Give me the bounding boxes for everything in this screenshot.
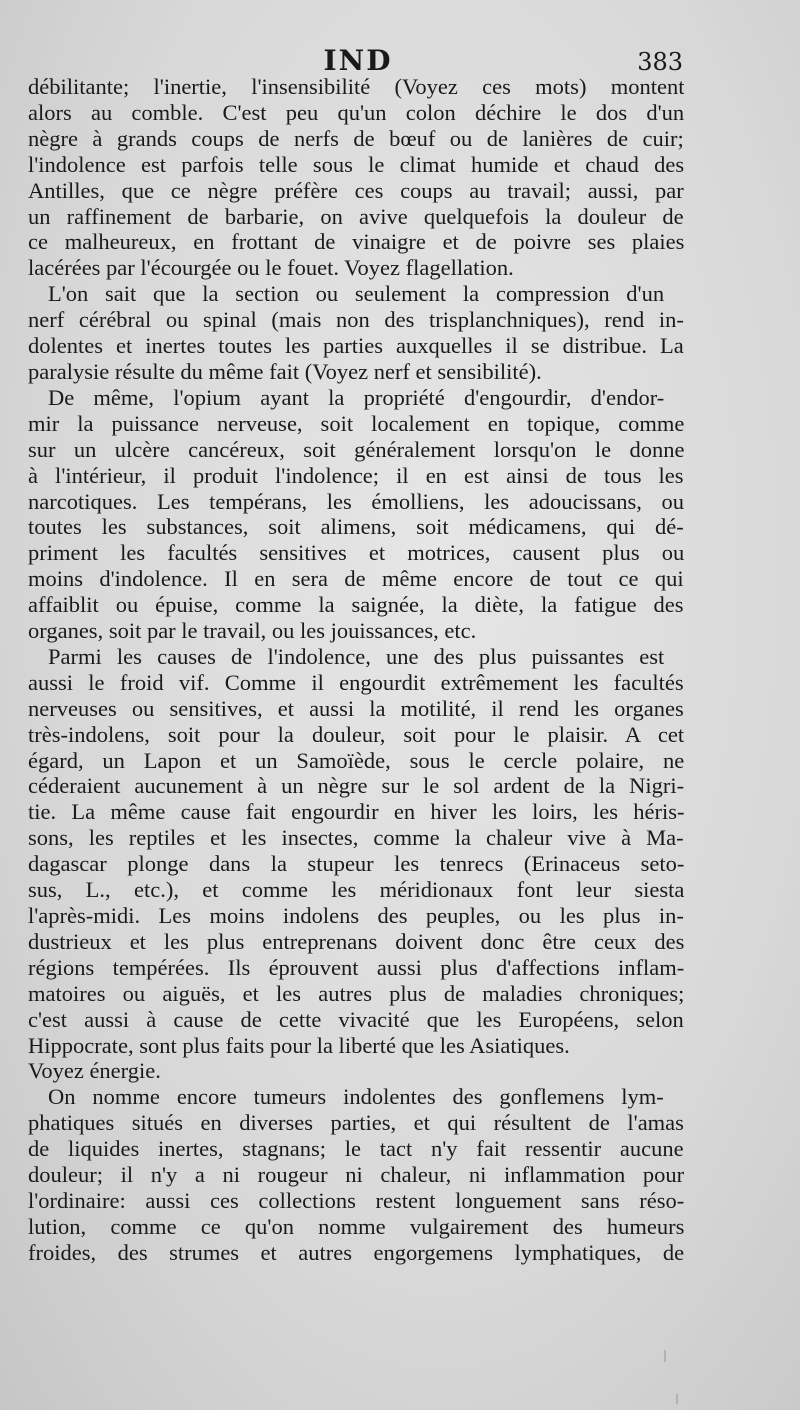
text-line: priment les facultés sensitives et motrices, causent plus ou: [28, 540, 684, 566]
text-line: mir la puissance nerveuse, soit localement en topique, comme: [28, 410, 684, 436]
text-line: douleur; il n'y a ni rougeur ni chaleur, ni inflammation pour: [28, 1162, 684, 1188]
page-number: 383: [637, 48, 683, 76]
text-line: débilitante; l'inertie, l'insensibilité (Voyez ces mots) montent: [28, 74, 684, 99]
text-line: céderaient aucunement à un nègre sur le sol ardent de la Nigri-: [28, 773, 684, 799]
text-line: alors au comble. C'est peu qu'un colon déchire le dos d'un: [28, 99, 684, 125]
text-line: de liquides inertes, stagnans; le tact n'y fait ressentir aucune: [28, 1136, 684, 1162]
text-line: froides, des strumes et autres engorgemens lymphatiques, de: [28, 1239, 684, 1265]
text-line: phatiques situés en diverses parties, et qui résultent de l'amas: [28, 1110, 684, 1136]
text-line: sur un ulcère cancéreux, soit généralement lorsqu'on le donne: [28, 436, 684, 462]
scan-blemish: [676, 1394, 678, 1404]
text-line: Parmi les causes de l'indolence, une des plus puissantes est: [48, 643, 665, 669]
text-line: sus, L., etc.), et comme les méridionaux font leur siesta: [28, 877, 684, 903]
text-line: toutes les substances, soit alimens, soit médicamens, qui dé-: [28, 514, 684, 540]
text-line: matoires ou aiguës, et les autres plus de maladies chroniques;: [28, 980, 684, 1006]
text-line: affaiblit ou épuise, comme la saignée, la diète, la fatigue des: [28, 592, 684, 618]
text-line: moins d'indolence. Il en sera de même encore de tout ce qui: [28, 566, 684, 592]
text-line: très-indolens, soit pour la douleur, soit pour le plaisir. A cet: [28, 721, 684, 747]
text-line: égard, un Lapon et un Samoïède, sous le cercle polaire, ne: [28, 747, 684, 773]
text-line: à l'intérieur, il produit l'indolence; il en est ainsi de tous les: [28, 462, 684, 488]
text-line: l'indolence est parfois telle sous le climat humide et chaud des: [28, 151, 684, 177]
text-line: sons, les reptiles et les insectes, comme la chaleur vive à Ma-: [28, 825, 684, 851]
text-line: c'est aussi à cause de cette vivacité que les Européens, selon: [28, 1006, 684, 1032]
text-line: Hippocrate, sont plus faits pour la liberté que les Asiatiques.: [28, 1032, 570, 1058]
text-line: dolentes et inertes toutes les parties auxquelles il se distribue. La: [28, 333, 684, 359]
text-line: nègre à grands coups de nerfs de bœuf ou de lanières de cuir;: [28, 125, 684, 151]
text-line: tie. La même cause fait engourdir en hiver les loirs, les héris-: [28, 799, 684, 825]
text-line: l'après-midi. Les moins indolens des peuples, ou les plus in-: [28, 903, 684, 928]
text-line: lution, comme ce qu'on nomme vulgairement des humeurs: [28, 1213, 684, 1239]
text-line: aussi le froid vif. Comme il engourdit extrêmement les facultés: [28, 669, 684, 695]
text-line: nerveuses ou sensitives, et aussi la motilité, il rend les organes: [28, 695, 684, 721]
text-line: Antilles, que ce nègre préfère ces coups au travail; aussi, par: [28, 177, 684, 203]
running-title: IND: [323, 44, 393, 77]
text-line: ce malheureux, en frottant de vinaigre et de poivre ses plaies: [28, 229, 684, 255]
text-line: Voyez énergie.: [28, 1058, 161, 1084]
text-line: L'on sait que la section ou seulement la compression d'un: [48, 281, 665, 307]
text-line: nerf cérébral ou spinal (mais non des trisplanchniques), rend in-: [28, 307, 684, 333]
text-line: organes, soit par le travail, ou les jouissances, etc.: [28, 618, 477, 644]
text-line: On nomme encore tumeurs indolentes des gonflemens lym-: [48, 1084, 664, 1110]
text-line: l'ordinaire: aussi ces collections restent longuement sans réso-: [28, 1187, 684, 1213]
text-line: dustrieux et les plus entreprenans doivent donc être ceux des: [28, 928, 684, 954]
text-line: régions tempérées. Ils éprouvent aussi plus d'affections inflam-: [28, 954, 684, 980]
text-line: dagascar plonge dans la stupeur les tenrecs (Erinaceus seto-: [28, 851, 684, 877]
text-line: De même, l'opium ayant la propriété d'engourdir, d'endor-: [48, 384, 665, 410]
text-line: paralysie résulte du même fait (Voyez nerf et sensibilité).: [28, 358, 542, 384]
text-line: lacérées par l'écourgée ou le fouet. Voyez flagellation.: [28, 255, 514, 281]
body-text: [28, 74, 684, 1266]
scan-blemish: [664, 1350, 666, 1362]
text-line: narcotiques. Les tempérans, les émolliens, les adoucissans, ou: [28, 488, 684, 514]
text-line: un raffinement de barbarie, on avive quelquefois la douleur de: [28, 203, 684, 229]
